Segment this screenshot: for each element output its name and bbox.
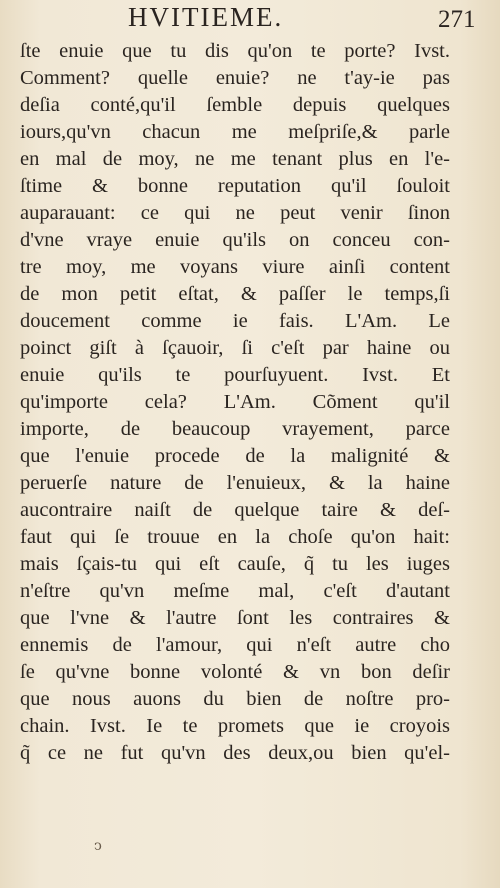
text-line: que l'enuie procede de la malignité & <box>20 445 450 467</box>
signature-mark: ↄ <box>94 838 102 854</box>
text-line: iours,qu'vn chacun me meſpriſe,& parle <box>20 121 450 143</box>
text-line: ſtime & bonne reputation qu'il ſouloit <box>20 175 450 197</box>
text-line: ennemis de l'amour, qui n'eſt autre cho <box>20 634 450 656</box>
page-number: 271 <box>438 6 476 33</box>
text-line: tre moy, me voyans viure ainſi content <box>20 256 450 278</box>
text-line: ſte enuie que tu dis qu'on te porte? Ivst. <box>20 40 450 62</box>
text-line: ſe qu'vne bonne volonté & vn bon deſir <box>20 661 450 683</box>
text-line: Comment? quelle enuie? ne t'ay-ie pas <box>20 67 450 89</box>
text-line: deſia conté,qu'il ſemble depuis quelques <box>20 94 450 116</box>
body-text <box>20 38 450 767</box>
page-header <box>0 2 500 32</box>
text-line: de mon petit eſtat, & paſſer le temps,ſi <box>20 283 450 305</box>
text-line: aucontraire naiſt de quelque taire & deſ- <box>20 499 450 521</box>
text-line: doucement comme ie fais. L'Am. Le <box>20 310 450 332</box>
text-line: enuie qu'ils te pourſuyuent. Ivst. Et <box>20 364 450 386</box>
text-line: q̃ ce ne fut qu'vn des deux,ou bien qu'el- <box>20 742 450 764</box>
text-line: d'vne vraye enuie qu'ils on conceu con- <box>20 229 450 251</box>
text-line: chain. Ivst. Ie te promets que ie croyois <box>20 715 450 737</box>
text-line: que nous auons du bien de noſtre pro- <box>20 688 450 710</box>
text-line: peruerſe nature de l'enuieux, & la haine <box>20 472 450 494</box>
text-line: auparauant: ce qui ne peut venir ſinon <box>20 202 450 224</box>
text-line: n'eſtre qu'vn meſme mal, c'eſt d'autant <box>20 580 450 602</box>
text-line: que l'vne & l'autre ſont les contraires & <box>20 607 450 629</box>
text-line: qu'importe cela? L'Am. Cõment qu'il <box>20 391 450 413</box>
text-line: importe, de beaucoup vrayement, parce <box>20 418 450 440</box>
text-line: faut qui ſe trouue en la choſe qu'on hait: <box>20 526 450 548</box>
text-line: mais ſçais-tu qui eſt cauſe, q̃ tu les iuges <box>20 553 450 575</box>
running-title: HVITIEME. <box>128 2 284 32</box>
text-line: en mal de moy, ne me tenant plus en l'e- <box>20 148 450 170</box>
text-line: poinct giſt à ſçauoir, ſi c'eſt par haine ou <box>20 337 450 359</box>
